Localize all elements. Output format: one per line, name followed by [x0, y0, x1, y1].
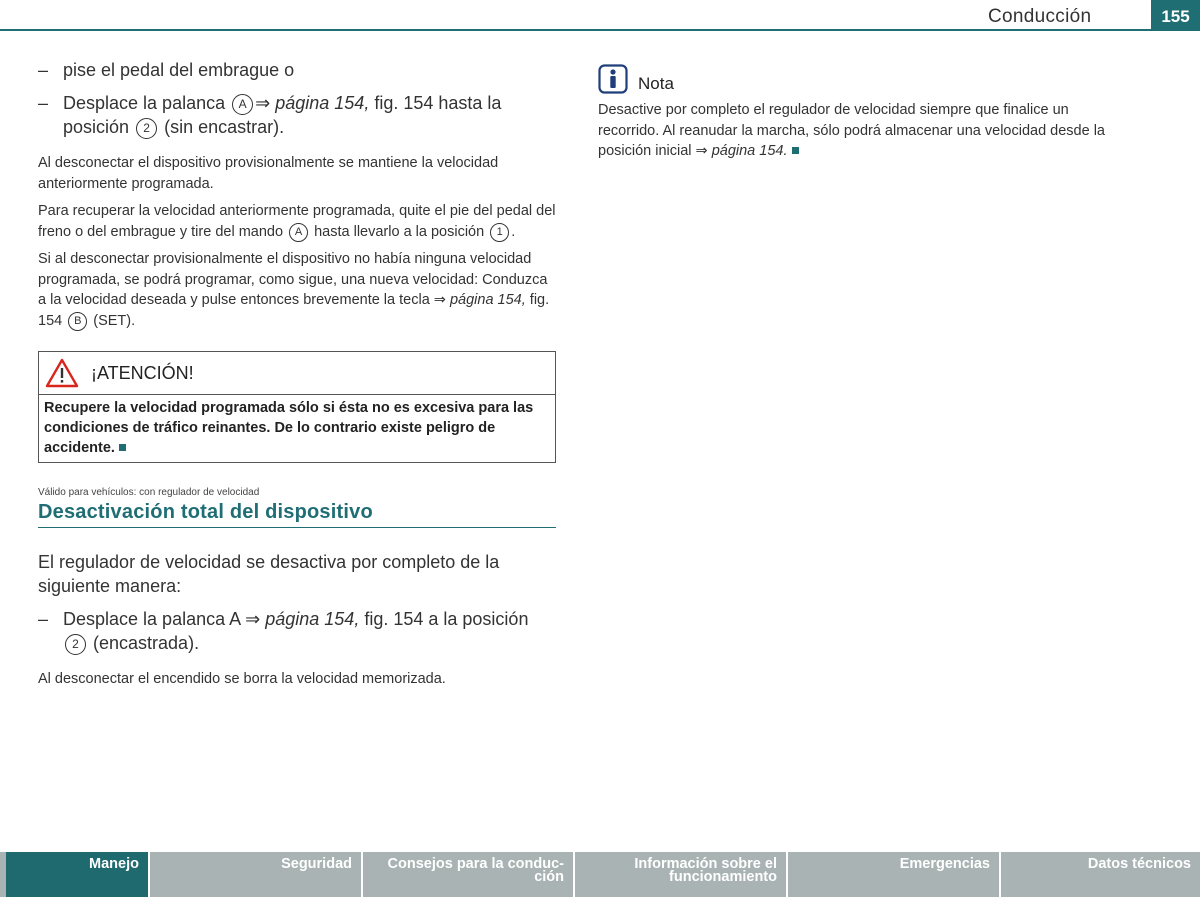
end-marker-icon	[792, 147, 799, 154]
chapter-tab-bar	[0, 852, 1200, 897]
paragraph: Para recuperar la velocidad anteriormente programada, quite el pie del pedal del freno o del embrague y tire del mando A hasta llevarlo a la posición 1 .	[38, 203, 556, 240]
warning-text: Recupere la velocidad programada sólo si ésta no es excesiva para las condiciones de tráfico reinantes. De lo contrario existe peligro de accidente.	[44, 400, 534, 456]
warning-header	[39, 352, 555, 395]
paragraph: Al desconectar el encendido se borra la velocidad memorizada.	[38, 671, 446, 687]
marker-b: B	[68, 312, 87, 331]
warning-box	[38, 351, 556, 463]
page-reference-link[interactable]: página 154.	[711, 143, 788, 159]
marker-2: 2	[65, 634, 86, 655]
warning-title: ¡ATENCIÓN!	[91, 362, 194, 383]
page-reference-link[interactable]: página 154,	[265, 609, 360, 629]
tab-manejo[interactable]: Manejo	[0, 852, 150, 897]
list-item: – pise el pedal del embrague o	[38, 60, 295, 80]
note-header	[598, 64, 1118, 94]
section-heading: Desactivación total del dispositivo	[38, 501, 556, 528]
tab-consejos-conduccion[interactable]: Consejos para la conduc- ción	[363, 852, 575, 897]
page-reference-link[interactable]: página 154,	[275, 93, 370, 113]
paragraph: Si al desconectar provisionalmente el dispositivo no había ninguna velocidad programada, se podrá programar, como sigue, una nueva velocidad: Conduzca a la velocidad deseada y pulse entonces brevemente la tecla ⇒ página 154, fig. 154 B (SET).	[38, 251, 550, 329]
header-rule	[0, 29, 1200, 31]
validity-note: Válido para vehículos: con regulador de velocidad	[38, 487, 260, 498]
marker-a: A	[232, 94, 253, 115]
note-title: Nota	[638, 74, 674, 93]
tab-informacion-funcionamiento[interactable]: Información sobre el funcionamiento	[575, 852, 788, 897]
section-title: Conducción	[988, 6, 1092, 27]
paragraph: Al desconectar el dispositivo provisionalmente se mantiene la velocidad anteriormente programada.	[38, 155, 499, 192]
left-column	[38, 58, 556, 697]
page-reference-link[interactable]: página 154,	[449, 292, 526, 308]
list-item: – Desplace la palanca A ⇒ página 154, fig. 154 a la posición 2 (encastrada).	[38, 609, 529, 653]
tab-datos-tecnicos[interactable]: Datos técnicos	[1001, 852, 1200, 897]
note-text: Desactive por completo el regulador de velocidad siempre que finalice un recorrido. Al reanudar la marcha, sólo podrá almacenar una velocidad desde la posición inicial ⇒ página 154.	[598, 102, 1105, 159]
marker-1: 1	[490, 223, 509, 242]
tab-emergencias[interactable]: Emergencias	[788, 852, 1001, 897]
list-item: – Desplace la palanca A ⇒ página 154, fig. 154 hasta la posición 2 (sin encastrar).	[38, 93, 502, 137]
info-icon	[598, 64, 628, 94]
right-column	[598, 64, 1118, 169]
page-number: 155	[1151, 0, 1200, 31]
end-marker-icon	[119, 444, 126, 451]
marker-2: 2	[136, 118, 157, 139]
warning-triangle-icon	[45, 358, 79, 388]
marker-a: A	[289, 223, 308, 242]
paragraph: El regulador de velocidad se desactiva por completo de la siguiente manera:	[38, 552, 500, 596]
tab-seguridad[interactable]: Seguridad	[150, 852, 363, 897]
